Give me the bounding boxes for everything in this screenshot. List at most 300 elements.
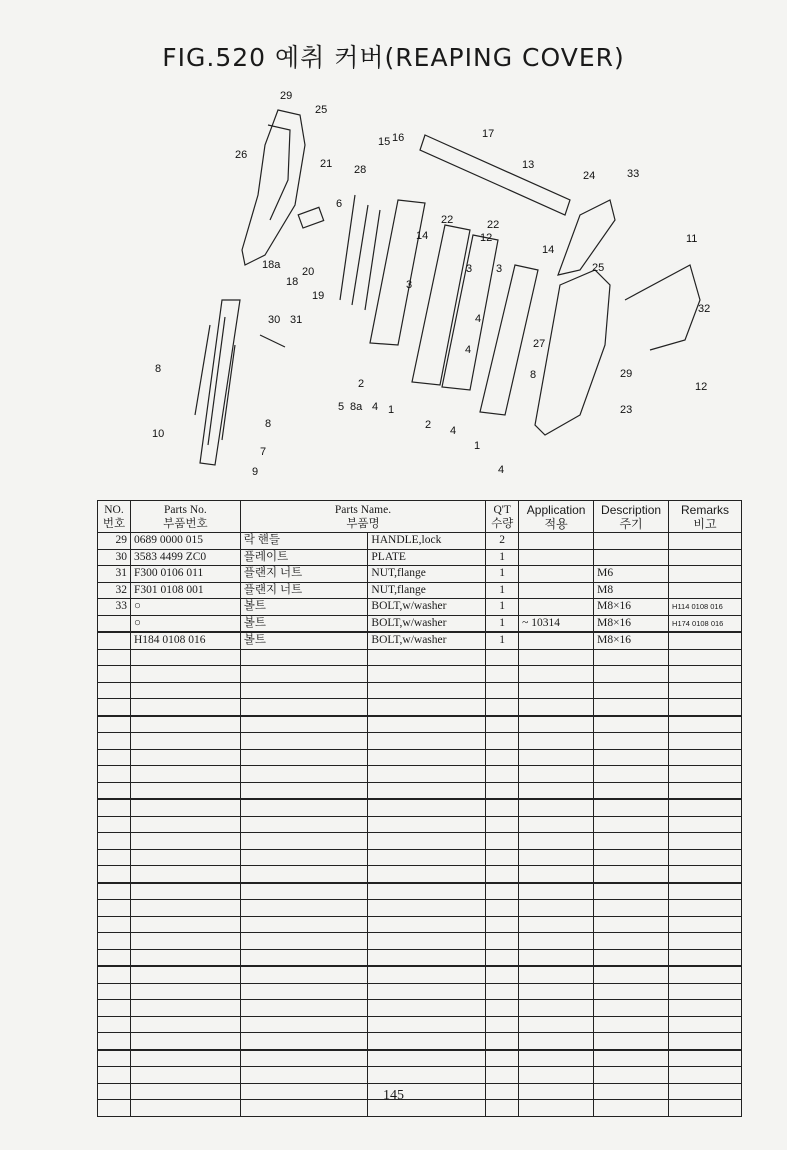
table-cell-qty — [486, 949, 519, 966]
table-cell-remarks — [669, 900, 742, 917]
table-cell-description — [594, 816, 669, 833]
table-row — [98, 883, 742, 900]
table-cell-qty — [486, 666, 519, 683]
table-cell-description — [594, 1016, 669, 1033]
table-row — [98, 782, 742, 799]
table-cell-no — [98, 949, 131, 966]
table-cell-qty — [486, 799, 519, 816]
table-cell-no: 33 — [98, 599, 131, 616]
svg-text:4: 4 — [465, 344, 472, 356]
table-cell-qty — [486, 866, 519, 883]
table-cell-name-kr — [240, 682, 368, 699]
table-cell-name-en — [368, 866, 486, 883]
table-cell-description — [594, 733, 669, 750]
table-cell-qty — [486, 816, 519, 833]
table-cell-name-kr — [240, 699, 368, 716]
table-row — [98, 632, 742, 649]
table-cell-remarks — [669, 1033, 742, 1050]
table-cell-remarks — [669, 666, 742, 683]
table-cell-no — [98, 933, 131, 950]
svg-text:8: 8 — [155, 363, 162, 375]
svg-text:23: 23 — [620, 404, 633, 416]
table-row — [98, 849, 742, 866]
table-cell-description — [594, 699, 669, 716]
table-cell-name-en — [368, 799, 486, 816]
table-row — [98, 1067, 742, 1084]
table-cell-parts-no: F300 0106 011 — [130, 566, 240, 583]
table-cell-parts-no — [130, 849, 240, 866]
table-cell-remarks — [669, 1016, 742, 1033]
reaping-cover-drawing — [140, 85, 740, 485]
table-cell-parts-no — [130, 966, 240, 983]
table-cell-parts-no — [130, 1016, 240, 1033]
svg-text:28: 28 — [354, 164, 367, 176]
table-cell-description: M8 — [594, 582, 669, 599]
table-cell-description — [594, 900, 669, 917]
table-cell-description — [594, 1067, 669, 1084]
table-cell-qty — [486, 749, 519, 766]
svg-text:32: 32 — [698, 303, 711, 315]
table-row — [98, 1000, 742, 1017]
table-cell-qty: 1 — [486, 549, 519, 566]
table-cell-no — [98, 766, 131, 783]
table-cell-qty — [486, 933, 519, 950]
table-cell-description — [594, 916, 669, 933]
table-cell-name-kr — [240, 883, 368, 900]
table-row — [98, 900, 742, 917]
svg-text:9: 9 — [252, 466, 259, 478]
table-cell-name-en — [368, 983, 486, 1000]
svg-text:8: 8 — [265, 418, 272, 430]
table-cell-name-en — [368, 1000, 486, 1017]
table-cell-no: 30 — [98, 549, 131, 566]
table-cell-description — [594, 716, 669, 733]
table-cell-remarks: H174 0108 016 — [669, 615, 742, 632]
bracket — [298, 207, 323, 228]
table-cell-name-en: BOLT,w/washer — [368, 632, 486, 649]
table-cell-name-en: HANDLE,lock — [368, 533, 486, 550]
svg-text:2: 2 — [425, 419, 432, 431]
table-cell-remarks — [669, 582, 742, 599]
table-cell-name-en — [368, 883, 486, 900]
svg-text:14: 14 — [542, 244, 555, 256]
svg-text:15: 15 — [378, 136, 391, 148]
table-cell-name-kr — [240, 933, 368, 950]
table-cell-parts-no: F301 0108 001 — [130, 582, 240, 599]
table-row — [98, 533, 742, 550]
svg-text:33: 33 — [627, 168, 640, 180]
table-cell-description — [594, 549, 669, 566]
table-cell-description — [594, 949, 669, 966]
table-cell-qty: 2 — [486, 533, 519, 550]
table-cell-application — [519, 682, 594, 699]
table-cell-name-en — [368, 649, 486, 666]
page-title: FIG.520 예취 커버(REAPING COVER) — [162, 43, 625, 72]
table-cell-description — [594, 666, 669, 683]
table-cell-name-kr — [240, 983, 368, 1000]
table-row — [98, 566, 742, 583]
svg-text:10: 10 — [152, 428, 165, 440]
table-cell-remarks — [669, 733, 742, 750]
table-cell-name-kr — [240, 716, 368, 733]
header-description: Description 주기 — [594, 501, 669, 533]
table-cell-parts-no — [130, 916, 240, 933]
table-row — [98, 816, 742, 833]
table-cell-parts-no — [130, 1067, 240, 1084]
table-cell-remarks — [669, 766, 742, 783]
table-cell-description: M6 — [594, 566, 669, 583]
table-cell-remarks — [669, 782, 742, 799]
table-cell-qty — [486, 782, 519, 799]
table-cell-name-en — [368, 666, 486, 683]
table-row — [98, 1033, 742, 1050]
table-cell-qty — [486, 833, 519, 850]
table-cell-application — [519, 582, 594, 599]
table-cell-no — [98, 983, 131, 1000]
table-cell-remarks — [669, 916, 742, 933]
table-cell-description: M8×16 — [594, 615, 669, 632]
table-cell-no — [98, 632, 131, 649]
table-cell-name-en — [368, 833, 486, 850]
svg-text:30: 30 — [268, 314, 281, 326]
table-cell-application — [519, 699, 594, 716]
table-row — [98, 749, 742, 766]
guide-2 — [412, 225, 473, 385]
table-cell-qty — [486, 766, 519, 783]
page-number: 145 — [383, 1088, 404, 1103]
table-cell-name-en — [368, 716, 486, 733]
table-cell-qty — [486, 1033, 519, 1050]
table-cell-no — [98, 916, 131, 933]
table-cell-name-en: NUT,flange — [368, 582, 486, 599]
table-row — [98, 866, 742, 883]
table-cell-qty: 1 — [486, 566, 519, 583]
table-cell-remarks — [669, 933, 742, 950]
table-cell-description: M8×16 — [594, 599, 669, 616]
table-cell-no — [98, 782, 131, 799]
table-cell-qty — [486, 849, 519, 866]
table-cell-description — [594, 1033, 669, 1050]
table-cell-description — [594, 799, 669, 816]
svg-text:25: 25 — [592, 262, 605, 274]
table-cell-remarks — [669, 1050, 742, 1067]
table-cell-qty — [486, 699, 519, 716]
table-cell-name-en — [368, 749, 486, 766]
table-cell-description — [594, 749, 669, 766]
table-cell-qty: 1 — [486, 582, 519, 599]
table-cell-remarks — [669, 649, 742, 666]
table-cell-no — [98, 716, 131, 733]
svg-text:8: 8 — [530, 369, 537, 381]
svg-text:12: 12 — [695, 381, 708, 393]
table-cell-qty: 1 — [486, 599, 519, 616]
svg-text:3: 3 — [406, 279, 413, 291]
table-cell-no — [98, 883, 131, 900]
table-cell-description — [594, 766, 669, 783]
table-cell-description — [594, 833, 669, 850]
table-cell-description — [594, 533, 669, 550]
svg-text:11: 11 — [686, 233, 698, 245]
table-cell-parts-no: ○ — [130, 599, 240, 616]
table-cell-name-en — [368, 766, 486, 783]
table-cell-name-kr — [240, 849, 368, 866]
table-cell-qty — [486, 682, 519, 699]
table-cell-remarks — [669, 549, 742, 566]
table-cell-application — [519, 1000, 594, 1017]
table-cell-no — [98, 699, 131, 716]
table-cell-name-kr: 볼트 — [240, 599, 368, 616]
header-remarks: Remarks 비고 — [669, 501, 742, 533]
table-row — [98, 682, 742, 699]
table-cell-name-kr — [240, 799, 368, 816]
table-cell-qty — [486, 716, 519, 733]
exploded-parts-diagram — [140, 85, 740, 485]
table-cell-remarks — [669, 849, 742, 866]
table-cell-name-kr — [240, 782, 368, 799]
svg-text:22: 22 — [441, 214, 454, 226]
table-cell-name-kr — [240, 1000, 368, 1017]
table-cell-parts-no — [130, 866, 240, 883]
table-cell-parts-no — [130, 649, 240, 666]
table-cell-no — [98, 799, 131, 816]
table-row — [98, 716, 742, 733]
svg-text:13: 13 — [522, 159, 535, 171]
table-cell-qty — [486, 733, 519, 750]
table-cell-no — [98, 1067, 131, 1084]
table-cell-name-kr: 플랜지 너트 — [240, 582, 368, 599]
table-cell-application — [519, 983, 594, 1000]
table-cell-name-en: BOLT,w/washer — [368, 599, 486, 616]
table-cell-application — [519, 799, 594, 816]
guide-3 — [442, 235, 498, 390]
table-cell-no — [98, 900, 131, 917]
table-cell-description — [594, 933, 669, 950]
table-row — [98, 766, 742, 783]
table-cell-name-kr — [240, 649, 368, 666]
svg-text:21: 21 — [320, 158, 333, 170]
table-row — [98, 549, 742, 566]
table-cell-remarks — [669, 966, 742, 983]
table-cell-name-kr — [240, 733, 368, 750]
table-cell-name-kr — [240, 833, 368, 850]
table-cell-remarks: H114 0108 016 — [669, 599, 742, 616]
table-cell-parts-no — [130, 749, 240, 766]
svg-text:3: 3 — [496, 263, 503, 275]
table-cell-parts-no — [130, 949, 240, 966]
table-cell-parts-no: ○ — [130, 615, 240, 632]
table-cell-application — [519, 733, 594, 750]
table-cell-name-en — [368, 1033, 486, 1050]
table-cell-name-kr — [240, 966, 368, 983]
table-cell-application — [519, 1050, 594, 1067]
table-cell-remarks — [669, 533, 742, 550]
table-cell-name-kr — [240, 949, 368, 966]
table-cell-remarks — [669, 566, 742, 583]
svg-text:18: 18 — [286, 276, 299, 288]
table-cell-parts-no — [130, 1050, 240, 1067]
table-cell-application — [519, 900, 594, 917]
table-cell-name-kr — [240, 1016, 368, 1033]
table-cell-no — [98, 849, 131, 866]
table-cell-no: 29 — [98, 533, 131, 550]
table-cell-no — [98, 1016, 131, 1033]
table-cell-remarks — [669, 983, 742, 1000]
top-cover-plate — [420, 135, 570, 215]
table-cell-remarks — [669, 949, 742, 966]
table-cell-remarks — [669, 699, 742, 716]
parts-table — [97, 500, 742, 1117]
svg-text:17: 17 — [482, 128, 495, 140]
svg-text:29: 29 — [280, 90, 293, 102]
table-cell-name-en — [368, 933, 486, 950]
table-cell-description — [594, 983, 669, 1000]
table-row — [98, 1016, 742, 1033]
table-cell-application — [519, 766, 594, 783]
table-cell-parts-no — [130, 1033, 240, 1050]
table-cell-name-en — [368, 699, 486, 716]
table-cell-name-en — [368, 849, 486, 866]
table-cell-description — [594, 883, 669, 900]
table-cell-application — [519, 1016, 594, 1033]
table-cell-no — [98, 1050, 131, 1067]
table-cell-remarks — [669, 883, 742, 900]
table-row — [98, 949, 742, 966]
svg-text:6: 6 — [336, 198, 343, 210]
table-cell-parts-no — [130, 933, 240, 950]
table-cell-description: M8×16 — [594, 632, 669, 649]
table-cell-remarks — [669, 632, 742, 649]
table-row — [98, 983, 742, 1000]
header-application: Application 적용 — [519, 501, 594, 533]
table-cell-name-kr — [240, 916, 368, 933]
table-cell-remarks — [669, 716, 742, 733]
svg-text:24: 24 — [583, 170, 596, 182]
header-parts-no: Parts No. 부품번호 — [130, 501, 240, 533]
table-cell-description — [594, 682, 669, 699]
table-cell-parts-no: 3583 4499 ZC0 — [130, 549, 240, 566]
table-cell-application — [519, 566, 594, 583]
table-cell-description — [594, 849, 669, 866]
svg-text:4: 4 — [372, 401, 379, 413]
table-cell-parts-no — [130, 682, 240, 699]
table-cell-application — [519, 949, 594, 966]
table-cell-name-kr: 락 핸들 — [240, 533, 368, 550]
table-cell-remarks — [669, 1067, 742, 1084]
table-cell-application — [519, 533, 594, 550]
svg-text:31: 31 — [290, 314, 303, 326]
lower-frame — [200, 300, 240, 465]
table-cell-remarks — [669, 833, 742, 850]
table-cell-application — [519, 549, 594, 566]
table-cell-application — [519, 933, 594, 950]
header-parts-name: Parts Name. 부품명 — [240, 501, 485, 533]
svg-text:7: 7 — [260, 446, 267, 458]
table-cell-name-en — [368, 782, 486, 799]
table-cell-no — [98, 866, 131, 883]
table-cell-name-en — [368, 1050, 486, 1067]
table-row — [98, 733, 742, 750]
svg-text:1: 1 — [388, 404, 395, 416]
table-cell-no — [98, 615, 131, 632]
table-cell-name-kr — [240, 666, 368, 683]
svg-text:1: 1 — [474, 440, 481, 452]
table-row — [98, 699, 742, 716]
table-cell-no — [98, 749, 131, 766]
table-cell-qty — [486, 983, 519, 1000]
table-cell-description — [594, 1050, 669, 1067]
svg-text:29: 29 — [620, 368, 633, 380]
svg-text:27: 27 — [533, 338, 546, 350]
table-cell-name-kr — [240, 749, 368, 766]
table-cell-parts-no — [130, 782, 240, 799]
svg-text:18a: 18a — [262, 259, 281, 271]
table-cell-parts-no: 0689 0000 015 — [130, 533, 240, 550]
table-cell-parts-no — [130, 983, 240, 1000]
table-cell-qty — [486, 1000, 519, 1017]
table-cell-application — [519, 883, 594, 900]
svg-text:4: 4 — [498, 464, 505, 476]
table-cell-remarks — [669, 1000, 742, 1017]
table-cell-no — [98, 666, 131, 683]
table-row — [98, 666, 742, 683]
table-cell-remarks — [669, 682, 742, 699]
table-cell-no — [98, 733, 131, 750]
table-cell-description — [594, 966, 669, 983]
table-cell-application — [519, 966, 594, 983]
svg-text:8a: 8a — [350, 401, 363, 413]
table-cell-application — [519, 782, 594, 799]
table-cell-name-kr — [240, 1050, 368, 1067]
table-cell-parts-no — [130, 900, 240, 917]
table-cell-application — [519, 666, 594, 683]
table-cell-application — [519, 632, 594, 649]
table-cell-application: ~ 10314 — [519, 615, 594, 632]
table-cell-description — [594, 1000, 669, 1017]
table-cell-application — [519, 649, 594, 666]
table-cell-name-en: PLATE — [368, 549, 486, 566]
table-cell-parts-no — [130, 733, 240, 750]
svg-text:12: 12 — [480, 232, 493, 244]
table-cell-no — [98, 816, 131, 833]
table-cell-parts-no: H184 0108 016 — [130, 632, 240, 649]
table-cell-description — [594, 782, 669, 799]
table-cell-name-en — [368, 1067, 486, 1084]
table-row — [98, 615, 742, 632]
table-cell-no: 31 — [98, 566, 131, 583]
table-cell-application — [519, 1033, 594, 1050]
svg-text:25: 25 — [315, 104, 328, 116]
table-cell-remarks — [669, 866, 742, 883]
table-cell-qty — [486, 1016, 519, 1033]
svg-text:19: 19 — [312, 290, 325, 302]
table-cell-application — [519, 749, 594, 766]
table-row — [98, 649, 742, 666]
table-cell-qty — [486, 883, 519, 900]
table-row — [98, 599, 742, 616]
table-cell-no — [98, 833, 131, 850]
side-cover-left — [242, 110, 305, 265]
table-row — [98, 966, 742, 983]
table-cell-parts-no — [130, 816, 240, 833]
table-cell-no — [98, 649, 131, 666]
table-row — [98, 933, 742, 950]
svg-text:5: 5 — [338, 401, 345, 413]
table-cell-name-en — [368, 682, 486, 699]
header-qty: Q'T 수량 — [486, 501, 519, 533]
table-cell-qty — [486, 966, 519, 983]
table-cell-no — [98, 1033, 131, 1050]
svg-text:22: 22 — [487, 219, 500, 231]
